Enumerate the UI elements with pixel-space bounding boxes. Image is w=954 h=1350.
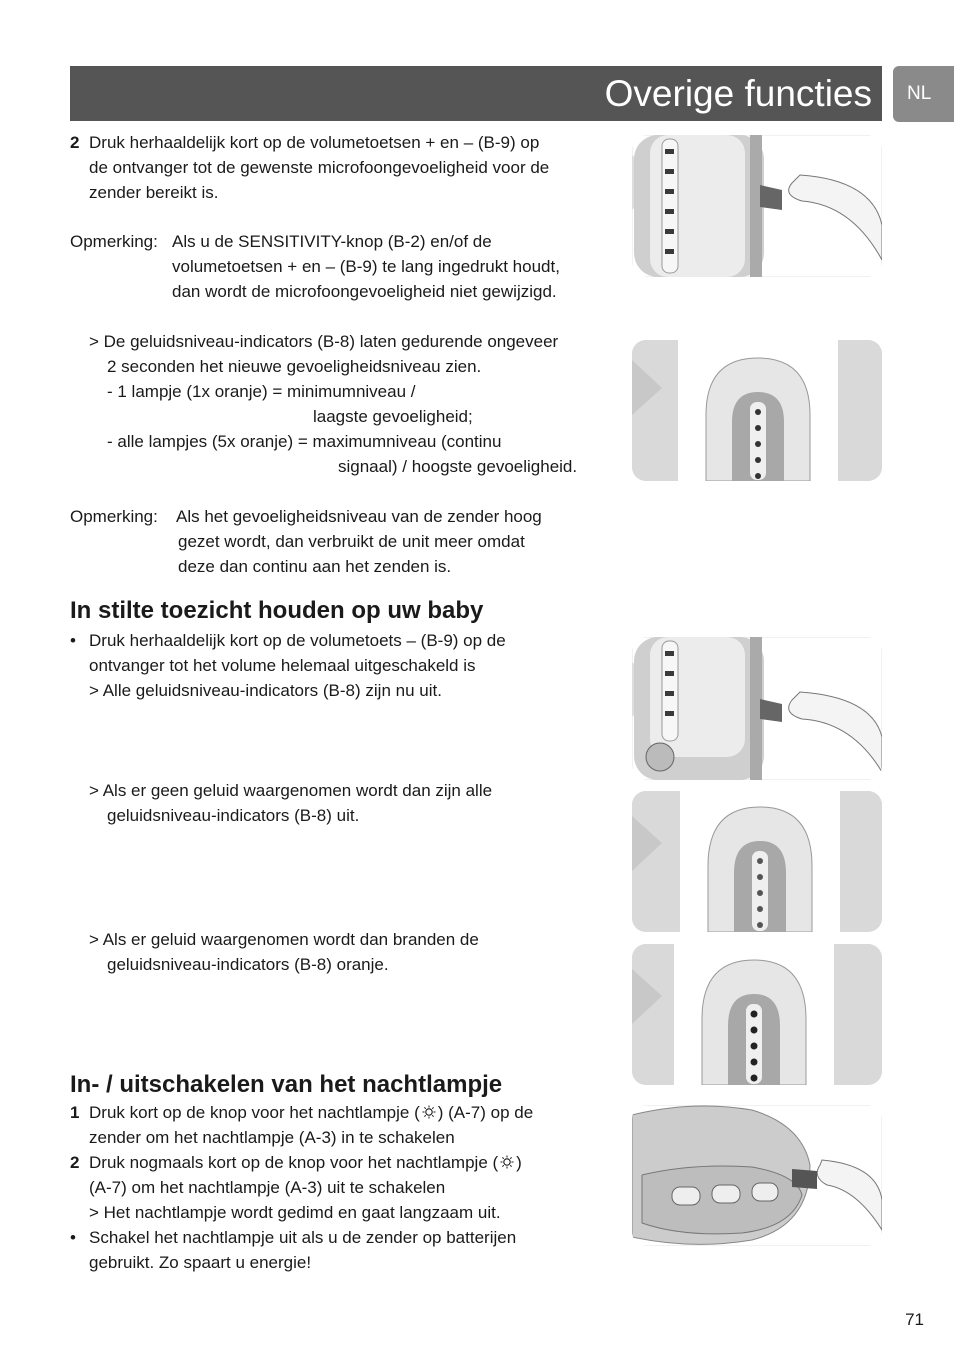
bullet-text: gebruikt. Zo spaart u energie!: [89, 1253, 312, 1272]
bullet-text: Druk herhaaldelijk kort op de volumetoets – (B-9) op de: [89, 631, 506, 650]
note-label: Opmerking:: [70, 232, 158, 251]
section-heading: In- / uitschakelen van het nachtlampje: [70, 1071, 503, 1098]
result-text: > Alle geluidsniveau-indicators (B-8) zijn nu uit.: [89, 681, 442, 700]
receiver-volume-down-illustration: [632, 637, 882, 780]
bullet: •: [70, 631, 76, 650]
note-label: Opmerking:: [70, 507, 158, 526]
note-text: deze dan continu aan het zenden is.: [178, 557, 452, 576]
step-number: 1: [70, 1103, 80, 1122]
result-text: geluidsniveau-indicators (B-8) uit.: [107, 806, 360, 825]
result-text: > Het nachtlampje wordt gedimd en gaat langzaam uit.: [89, 1203, 501, 1222]
result-text: geluidsniveau-indicators (B-8) oranje.: [107, 955, 389, 974]
receiver-volume-button-illustration: [632, 135, 882, 277]
page-number: 71: [905, 1310, 924, 1329]
note-text: dan wordt de microfoongevoeligheid niet gewijzigd.: [172, 282, 557, 301]
step-number: 2: [70, 1153, 80, 1172]
sun-icon: [498, 1155, 516, 1169]
bullet-text: ontvanger tot het volume helemaal uitgeschakeld is: [89, 656, 476, 675]
step-text: zender bereikt is.: [89, 183, 219, 202]
note-text: Als u de SENSITIVITY-knop (B-2) en/of de: [172, 232, 492, 251]
transmitter-nightlight-button-illustration: [632, 1105, 882, 1246]
sun-icon: [420, 1105, 438, 1119]
step-text: Druk herhaaldelijk kort op de volumetoetsen + en – (B-9) op: [89, 133, 540, 152]
step-text: de ontvanger tot de gewenste microfoongevoeligheid voor de: [89, 158, 550, 177]
section-heading: In stilte toezicht houden op uw baby: [70, 597, 484, 624]
step-text: Druk kort op de knop voor het nachtlampje ( ) (A-7) op de: [89, 1103, 534, 1122]
bullet: •: [70, 1228, 76, 1247]
result-text: laagste gevoeligheid;: [313, 407, 473, 426]
indicators-off-illustration: [632, 791, 882, 932]
result-text: > Als er geen geluid waargenomen wordt dan zijn alle: [89, 781, 493, 800]
result-text: > De geluidsniveau-indicators (B-8) laten gedurende ongeveer: [89, 332, 559, 351]
step-text: zender om het nachtlampje (A-3) in te schakelen: [89, 1128, 455, 1147]
note-text: volumetoetsen + en – (B-9) te lang ingedrukt houdt,: [172, 257, 560, 276]
result-text: - 1 lampje (1x oranje) = minimumniveau /: [107, 382, 416, 401]
result-text: signaal) / hoogste gevoeligheid.: [338, 457, 578, 476]
language-tab: NL: [893, 66, 954, 122]
step-text: (A-7) om het nachtlampje (A-3) uit te schakelen: [89, 1178, 446, 1197]
step-number: 2: [70, 133, 80, 152]
bullet-text: Schakel het nachtlampje uit als u de zender op batterijen: [89, 1228, 517, 1247]
page-title: Overige functies: [604, 73, 872, 114]
note-text: Als het gevoeligheidsniveau van de zender hoog: [176, 507, 542, 526]
note-text: gezet wordt, dan verbruikt de unit meer omdat: [178, 532, 525, 551]
indicators-on-illustration: [632, 944, 882, 1085]
result-text: > Als er geluid waargenomen wordt dan branden de: [89, 930, 479, 949]
result-text: 2 seconden het nieuwe gevoeligheidsniveau zien.: [107, 357, 482, 376]
sensitivity-indicators-illustration: [632, 340, 882, 481]
step-text: Druk nogmaals kort op de knop voor het nachtlampje ( ): [89, 1153, 522, 1172]
result-text: - alle lampjes (5x oranje) = maximumniveau (continu: [107, 432, 502, 451]
header-bar: [70, 66, 882, 121]
